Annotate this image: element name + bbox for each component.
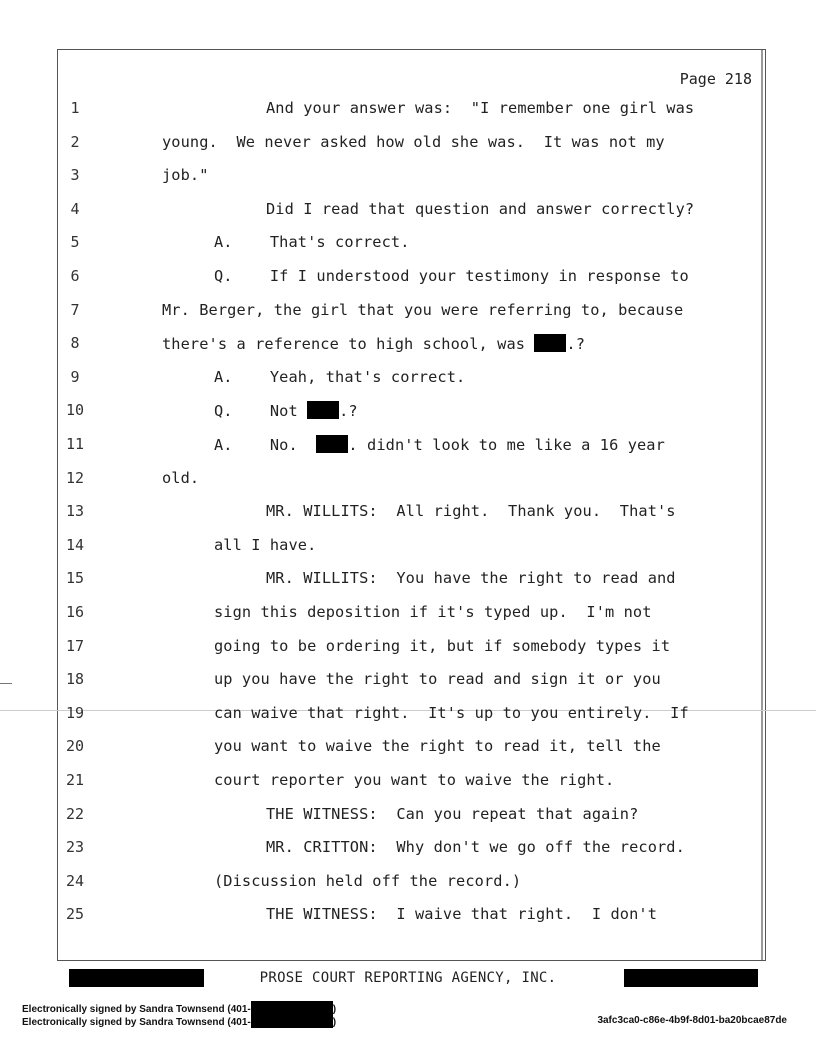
text-segment: can waive that right. It's up to you entirely. If <box>214 703 689 722</box>
page-number: Page 218 <box>679 70 752 88</box>
text-segment: Did I read that question and answer correctly? <box>266 199 695 218</box>
line-text <box>214 435 665 454</box>
text-segment: sign this deposition if it's typed up. I'm not <box>214 603 652 621</box>
transcript-line <box>0 166 816 199</box>
line-number: 20 <box>65 737 85 756</box>
text-segment: A. That's correct. <box>214 233 410 252</box>
redaction-box <box>316 435 348 453</box>
signature-text: Electronically signed by Sandra Townsend (401- <box>22 1004 251 1015</box>
signature-close: ) <box>332 1004 337 1015</box>
text-segment: A. No. <box>214 436 317 454</box>
line-number: 3 <box>70 166 80 185</box>
redaction-box <box>251 1014 333 1028</box>
line-number: 2 <box>70 132 80 151</box>
transcript-line <box>0 905 816 938</box>
transcript-line <box>0 99 816 132</box>
line-number: 8 <box>70 334 80 353</box>
transcript-line <box>0 872 816 905</box>
line-number: 11 <box>65 435 85 453</box>
text-segment: you want to waive the right to read it, tell the <box>214 737 661 756</box>
signature-line-2 <box>22 1014 336 1028</box>
transcript-line <box>0 233 816 266</box>
transcript-line <box>0 435 816 468</box>
signature-close: ) <box>332 1017 337 1028</box>
text-segment: MR. CRITTON: Why don't we go off the record. <box>266 838 685 857</box>
agency-name: PROSE COURT REPORTING AGENCY, INC. <box>259 970 557 986</box>
line-text <box>266 905 657 923</box>
line-number: 9 <box>70 367 80 386</box>
redaction-box <box>307 401 339 419</box>
line-number: 6 <box>70 267 80 285</box>
line-text <box>162 334 585 353</box>
line-text <box>162 469 199 487</box>
text-segment: up you have the right to read and sign it or you <box>214 670 661 689</box>
line-text <box>266 99 694 117</box>
line-text <box>214 737 661 755</box>
text-segment: (Discussion held off the record.) <box>214 871 522 890</box>
transcript-line <box>0 133 816 166</box>
line-text <box>266 200 694 218</box>
line-number: 22 <box>65 804 85 823</box>
line-text <box>214 267 689 285</box>
text-segment: court reporter you want to waive the right. <box>214 771 615 789</box>
line-number: 25 <box>65 905 85 924</box>
text-segment: .? <box>339 402 358 421</box>
text-segment: job." <box>162 166 209 185</box>
text-segment: A. Yeah, that's correct. <box>214 367 466 386</box>
line-number: 5 <box>70 233 80 252</box>
line-text <box>214 670 661 688</box>
transcript-line <box>0 771 816 804</box>
line-text <box>214 536 316 554</box>
line-text <box>266 805 638 823</box>
transcript-line <box>0 704 816 737</box>
line-text <box>214 872 521 890</box>
signature-text: Electronically signed by Sandra Townsend (401- <box>22 1017 251 1028</box>
line-number: 13 <box>65 502 85 521</box>
text-segment: THE WITNESS: Can you repeat that again? <box>266 804 639 823</box>
transcript-line <box>0 334 816 367</box>
text-segment: all I have. <box>214 535 317 554</box>
line-text <box>214 368 465 386</box>
text-segment: MR. WILLITS: You have the right to read and <box>266 569 676 588</box>
text-segment: Mr. Berger, the girl that you were referring to, because <box>162 300 684 319</box>
document-hash: 3afc3ca0-c86e-4b9f-8d01-ba20bcae87de <box>597 1015 787 1026</box>
transcript-line <box>0 805 816 838</box>
transcript-line <box>0 401 816 434</box>
transcript-line <box>0 536 816 569</box>
line-number: 14 <box>65 535 85 554</box>
line-number: 17 <box>65 636 85 655</box>
line-number: 7 <box>70 300 80 319</box>
line-number: 24 <box>65 871 85 890</box>
line-number: 4 <box>70 199 80 218</box>
line-text <box>162 166 209 184</box>
line-number: 23 <box>65 838 85 857</box>
line-text <box>162 301 683 319</box>
line-number: 10 <box>65 401 85 420</box>
line-number: 12 <box>65 468 85 487</box>
transcript-line <box>0 737 816 770</box>
line-text <box>266 838 685 856</box>
transcript-line <box>0 637 816 670</box>
transcript-line <box>0 670 816 703</box>
line-number: 19 <box>65 703 85 722</box>
redaction-box <box>534 334 566 352</box>
text-segment: Q. Not <box>214 402 308 421</box>
text-segment: there's a reference to high school, was <box>162 335 535 354</box>
transcript-line <box>0 469 816 502</box>
line-number: 1 <box>70 99 80 117</box>
line-text <box>214 637 670 655</box>
transcript-line <box>0 838 816 871</box>
line-text <box>266 502 676 520</box>
line-number: 16 <box>65 603 85 621</box>
line-text <box>214 704 689 722</box>
transcript-line <box>0 267 816 300</box>
line-number: 15 <box>65 569 85 588</box>
line-text <box>162 133 665 151</box>
line-text <box>214 401 358 420</box>
transcript-line <box>0 368 816 401</box>
text-segment: . didn't look to me like a 16 year <box>348 436 665 454</box>
line-text <box>214 771 614 789</box>
transcript-line <box>0 502 816 535</box>
text-segment: old. <box>162 468 200 487</box>
signature-line-1 <box>22 1001 336 1015</box>
line-text <box>214 233 410 251</box>
text-segment: MR. WILLITS: All right. Thank you. That's <box>266 502 676 521</box>
transcript-line <box>0 603 816 636</box>
transcript-line <box>0 569 816 602</box>
line-number: 18 <box>65 670 85 689</box>
line-text <box>266 569 676 587</box>
text-segment: Q. If I understood your testimony in response to <box>214 267 689 285</box>
redaction-box <box>251 1001 333 1015</box>
text-segment: And your answer was: "I remember one girl was <box>266 99 695 117</box>
line-text <box>214 603 652 621</box>
transcript-line <box>0 301 816 334</box>
text-segment: THE WITNESS: I waive that right. I don't <box>266 905 657 924</box>
line-number: 21 <box>65 771 85 789</box>
text-segment: .? <box>566 335 586 354</box>
text-segment: going to be ordering it, but if somebody types it <box>214 636 671 655</box>
transcript-line <box>0 200 816 233</box>
redaction-bar-right <box>624 969 758 987</box>
text-segment: young. We never asked how old she was. It was not my <box>162 132 665 151</box>
